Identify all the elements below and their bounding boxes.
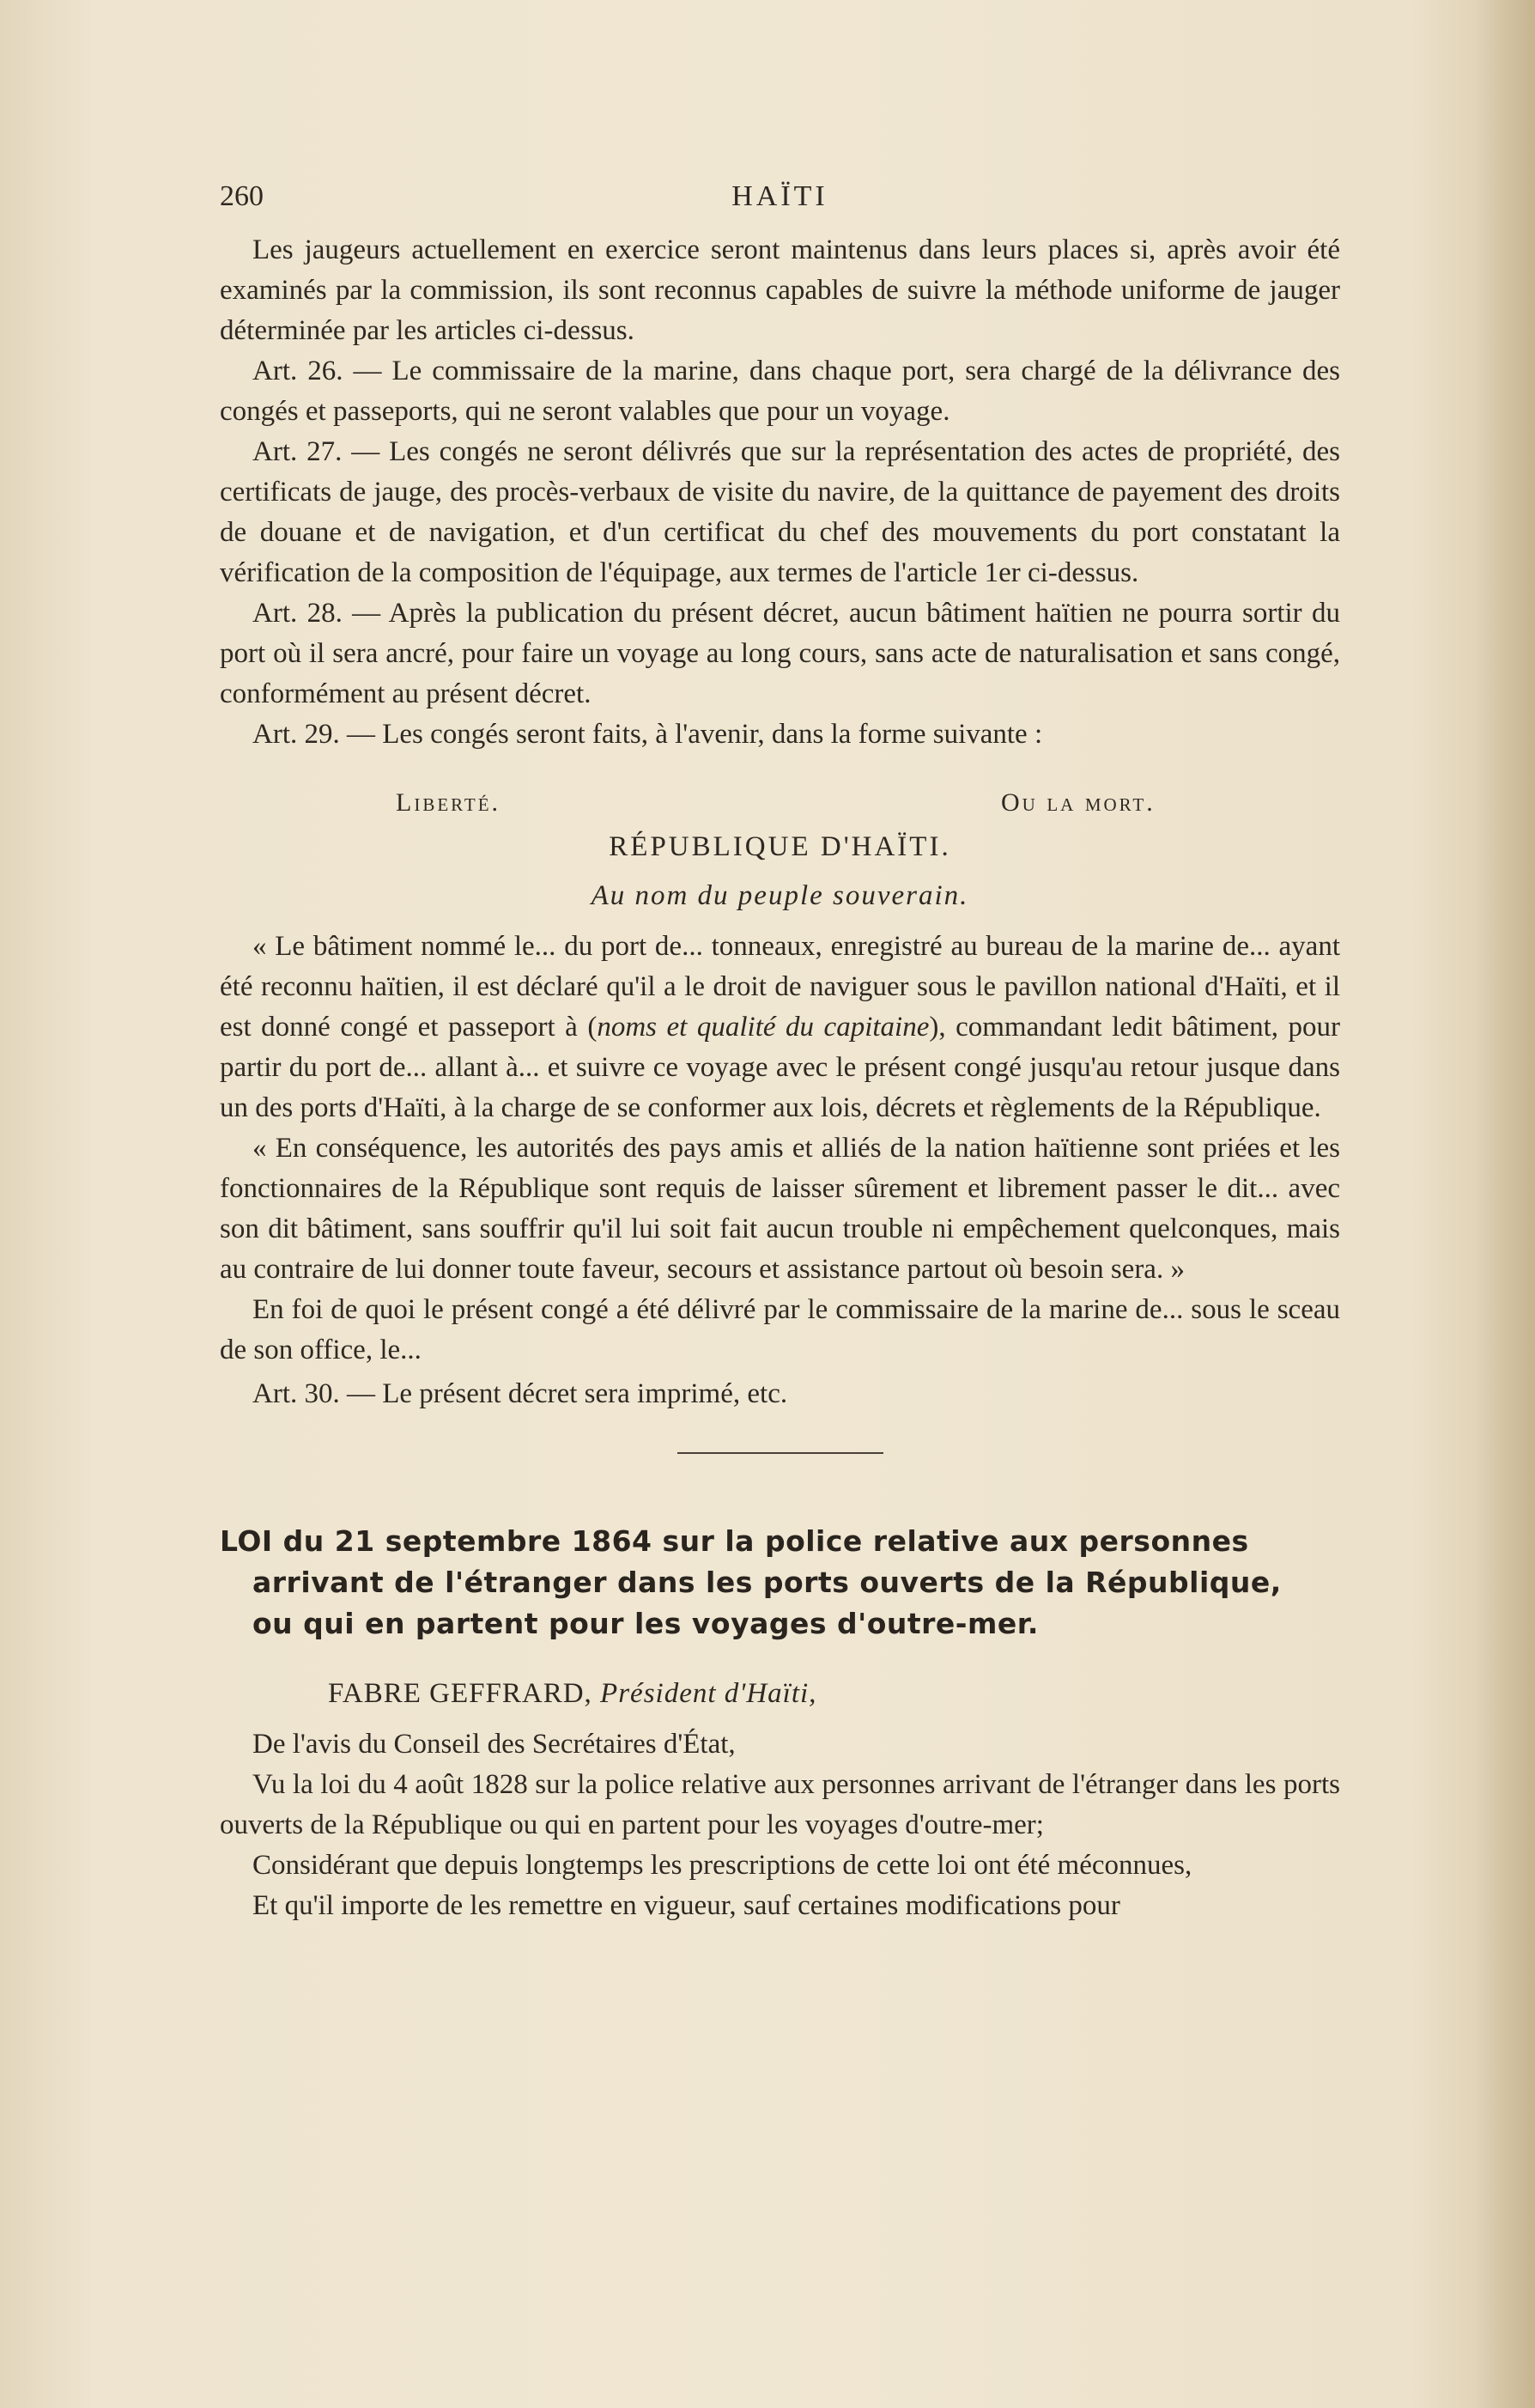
running-head — [220, 180, 1340, 222]
considerant-paragraph: Considérant que depuis longtemps les prescriptions de cette loi ont été méconnues, — [252, 1850, 1192, 1881]
motto-ou-la-mort: Ou la mort. — [1001, 788, 1156, 817]
form-paragraph-1-italic: noms et qualité du capitaine — [597, 1012, 930, 1043]
loi-heading-line-2: arrivant de l'étranger dans les ports ouverts de la République, — [252, 1566, 1282, 1599]
form-paragraph-2: « En conséquence, les autorités des pays amis et alliés de la nation haïtienne sont priées et les fonctionnaires de la République sont requis de laisser sûrement et librement passer le dit... avec son dit bâtiment, sans souffrir qu'il lui soit fait aucun trouble ni empêchement quelconques, mais au contraire de lui donner toute faveur, secours et assistance partout où besoin sera. » — [220, 1133, 1340, 1285]
republic-subtitle: Au nom du peuple souverain. — [591, 880, 969, 911]
loi-heading-line-1: LOI du 21 septembre 1864 sur la police relative aux personnes — [220, 1524, 1249, 1558]
loi-heading-line-3: ou qui en partent pour les voyages d'outre-mer. — [252, 1607, 1039, 1640]
article-26: Art. 26. — Le commissaire de la marine, dans chaque port, sera chargé de la délivrance des congés et passeports, qui ne seront valables que pour un voyage. — [220, 356, 1340, 427]
running-title: HAÏTI — [731, 180, 828, 212]
form-paragraph-3: En foi de quoi le présent congé a été délivré par le commissaire de la marine de... sous le sceau de son office, le... — [220, 1294, 1340, 1365]
form-paragraph-1-start: « Le bâtiment nommé le... du port de... tonneaux, enregistré au bureau de la marine de... ayant été reconnu haïtien, il est déclaré qu'il a le droit de naviguer sous le pavillon national d'Haïti, et il est donné congé et passeport à ( — [220, 931, 1340, 1043]
president-title: Président d'Haïti, — [600, 1678, 817, 1709]
page-edge-shadow — [1475, 0, 1535, 2408]
vu-paragraph: Vu la loi du 4 août 1828 sur la police relative aux personnes arrivant de l'étranger dans les ports ouverts de la République ou qui en partent pour les voyages d'outre-mer; — [220, 1769, 1340, 1840]
section-divider — [677, 1452, 883, 1454]
article-27: Art. 27. — Les congés ne seront délivrés que sur la représentation des actes de propriété, des certificats de jauge, des procès-verbaux de visite du navire, de la quittance de payement des droits de douane et de navigation, et d'un certificat du chef des mouvements du port constatant la vérification de la composition de l'équipage, aux termes de l'article 1er ci-dessus. — [220, 436, 1340, 588]
form-paragraph-1 — [220, 927, 1340, 1128]
loi-heading — [220, 1521, 1340, 1645]
article-30: Art. 30. — Le présent décret sera imprimé, etc. — [252, 1378, 788, 1409]
avis-paragraph: De l'avis du Conseil des Secrétaires d'État, — [252, 1729, 736, 1760]
president-name: FABRE GEFFRARD, — [328, 1678, 592, 1709]
quil-paragraph: Et qu'il importe de les remettre en vigueur, sauf certaines modifications pour — [252, 1890, 1120, 1921]
paragraph-jaugeurs: Les jaugeurs actuellement en exercice seront maintenus dans leurs places si, après avoir été examinés par la commission, ils sont reconnus capables de suivre la méthode uniforme de jauger déterminée par les articles ci-dessus. — [220, 234, 1340, 346]
page-number: 260 — [220, 180, 264, 212]
motto-line — [220, 782, 1340, 824]
form-paragraph-1-end: ), commandant ledit bâtiment, pour partir du port de... allant à... et suivre ce voyage avec le présent congé jusqu'au retour jusque dans un des ports d'Haïti, à la charge de se conformer aux lois, décrets et règlements de la République. — [220, 1012, 1340, 1123]
article-29: Art. 29. — Les congés seront faits, à l'avenir, dans la forme suivante : — [252, 719, 1043, 750]
president-line — [220, 1674, 1340, 1714]
article-28: Art. 28. — Après la publication du présent décret, aucun bâtiment haïtien ne pourra sortir du port où il sera ancré, pour faire un voyage au long cours, sans acte de naturalisation et sans congé, conformément au présent décret. — [220, 598, 1340, 709]
motto-liberte: Liberté. — [396, 788, 501, 817]
republic-title: RÉPUBLIQUE D'HAÏTI. — [609, 831, 951, 862]
text-column — [220, 230, 1340, 1926]
